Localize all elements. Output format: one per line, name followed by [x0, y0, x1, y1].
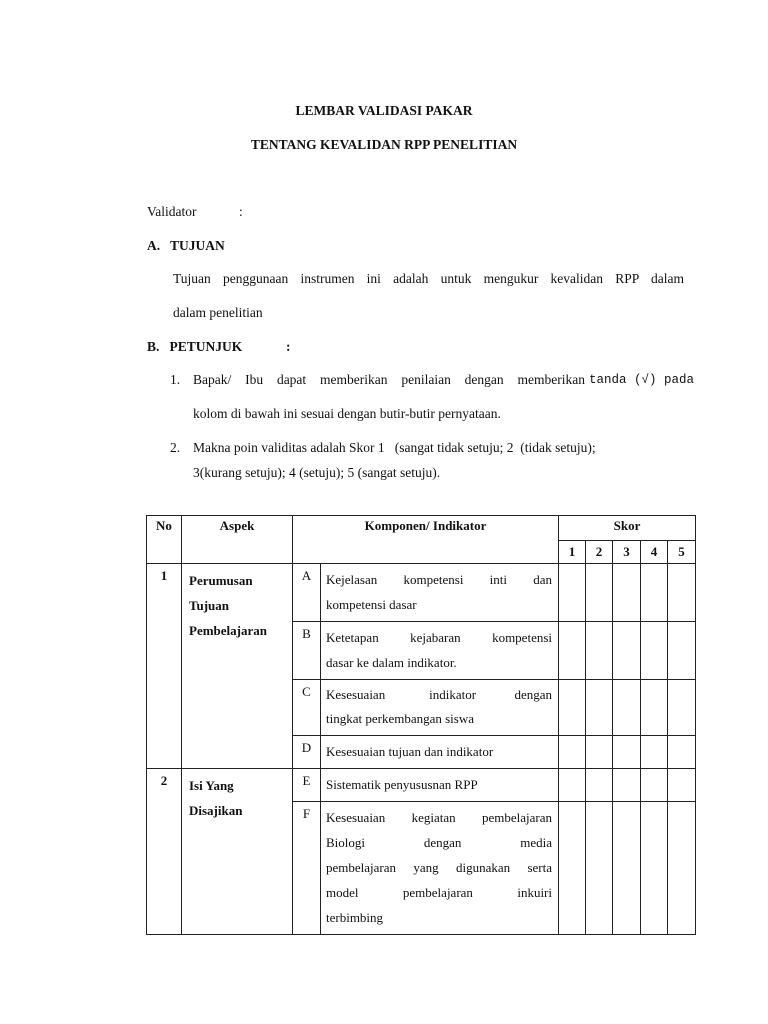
score-cell[interactable]: [613, 769, 641, 802]
instruction-1-line2: kolom di bawah ini sesuai dengan butir-butir pernyataan.: [193, 406, 501, 421]
indicator-text: [321, 769, 559, 802]
indicator-text: [321, 680, 559, 736]
aspek-line: Tujuan: [189, 598, 229, 613]
table-row: [147, 564, 696, 622]
indicator-letter: C: [293, 680, 321, 736]
aspek-cell: [182, 769, 293, 935]
score-cell[interactable]: [668, 564, 696, 622]
score-cell[interactable]: [668, 802, 696, 935]
score-cell[interactable]: [586, 769, 613, 802]
score-cell[interactable]: [586, 736, 613, 769]
row-number: 2: [147, 769, 182, 935]
indicator-line: Kesesuaian kegiatan pembelajaran: [326, 810, 553, 825]
score-cell[interactable]: [641, 769, 668, 802]
score-cell[interactable]: [559, 622, 586, 680]
indicator-text: [321, 802, 559, 935]
validator-label: Validator: [147, 204, 197, 219]
score-header-3: 3: [613, 541, 641, 564]
score-cell[interactable]: [586, 680, 613, 736]
score-cell[interactable]: [586, 622, 613, 680]
score-cell[interactable]: [613, 680, 641, 736]
score-cell[interactable]: [586, 802, 613, 935]
section-a-line2: dalam penelitian: [173, 305, 263, 320]
score-cell[interactable]: [613, 622, 641, 680]
validation-table: [146, 515, 696, 935]
indicator-text: [321, 564, 559, 622]
indicator-line: Biologi dengan media: [326, 835, 553, 850]
validator-colon: :: [239, 204, 243, 219]
section-b-heading: B. PETUNJUK: [147, 339, 243, 354]
score-cell[interactable]: [559, 802, 586, 935]
aspek-line: Perumusan: [189, 573, 253, 588]
score-cell[interactable]: [613, 564, 641, 622]
indicator-line: Kesesuaian indikator dengan: [326, 687, 553, 702]
score-cell[interactable]: [668, 769, 696, 802]
score-cell[interactable]: [641, 680, 668, 736]
aspek-line: Pembelajaran: [189, 623, 267, 638]
indicator-line: model pembelajaran inkuiri: [326, 885, 553, 900]
instruction-1-mark-text: tanda (√) pada: [589, 373, 695, 387]
indicator-line: dasar ke dalam indikator.: [326, 655, 457, 670]
score-header-4: 4: [641, 541, 668, 564]
indicator-letter: A: [293, 564, 321, 622]
score-cell[interactable]: [668, 736, 696, 769]
indicator-line: Kesesuaian tujuan dan indikator: [326, 744, 494, 759]
table-row: [147, 769, 696, 802]
aspek-cell: [182, 564, 293, 769]
score-cell[interactable]: [559, 564, 586, 622]
header-komponen: Komponen/ Indikator: [293, 516, 559, 564]
page-title: LEMBAR VALIDASI PAKAR: [295, 103, 473, 118]
instruction-1-line1: Bapak/ Ibu dapat memberikan penilaian dengan memberikan: [193, 372, 585, 387]
section-b-colon: :: [286, 339, 291, 354]
score-cell[interactable]: [586, 564, 613, 622]
indicator-text: [321, 736, 559, 769]
section-a-line1: Tujuan penggunaan instrumen ini adalah untuk mengukur kevalidan RPP dalam: [173, 271, 684, 286]
aspek-line: Disajikan: [189, 803, 243, 818]
row-number: 1: [147, 564, 182, 769]
score-cell[interactable]: [559, 736, 586, 769]
indicator-letter: F: [293, 802, 321, 935]
indicator-letter: B: [293, 622, 321, 680]
indicator-letter: D: [293, 736, 321, 769]
page-subtitle: TENTANG KEVALIDAN RPP PENELITIAN: [250, 137, 518, 152]
score-cell[interactable]: [641, 622, 668, 680]
indicator-line: terbimbing: [326, 910, 384, 925]
indicator-line: Sistematik penyususnan RPP: [326, 777, 478, 792]
header-skor: Skor: [559, 516, 696, 541]
score-cell[interactable]: [613, 802, 641, 935]
indicator-line: Ketetapan kejabaran kompetensi: [326, 630, 553, 645]
indicator-text: [321, 622, 559, 680]
score-cell[interactable]: [641, 564, 668, 622]
instruction-1-number: 1.: [170, 372, 181, 387]
score-header-2: 2: [586, 541, 613, 564]
indicator-line: Kejelasan kompetensi inti dan: [326, 572, 553, 587]
instruction-2-line2: 3(kurang setuju); 4 (setuju); 5 (sangat setuju).: [193, 465, 441, 480]
indicator-letter: E: [293, 769, 321, 802]
score-cell[interactable]: [668, 680, 696, 736]
section-a-heading: A. TUJUAN: [147, 238, 225, 253]
score-header-1: 1: [559, 541, 586, 564]
indicator-line: kompetensi dasar: [326, 597, 417, 612]
score-cell[interactable]: [641, 736, 668, 769]
score-header-5: 5: [668, 541, 696, 564]
score-cell[interactable]: [641, 802, 668, 935]
indicator-line: pembelajaran yang digunakan serta: [326, 860, 553, 875]
indicator-line: tingkat perkembangan siswa: [326, 711, 475, 726]
instruction-2-number: 2.: [170, 440, 181, 455]
score-cell[interactable]: [613, 736, 641, 769]
score-cell[interactable]: [559, 769, 586, 802]
aspek-line: Isi Yang: [189, 778, 234, 793]
score-cell[interactable]: [559, 680, 586, 736]
instruction-2-line1: Makna poin validitas adalah Skor 1 (sangat tidak setuju; 2 (tidak setuju);: [193, 440, 596, 455]
header-no: No: [147, 516, 182, 564]
header-aspek: Aspek: [182, 516, 293, 564]
score-cell[interactable]: [668, 622, 696, 680]
